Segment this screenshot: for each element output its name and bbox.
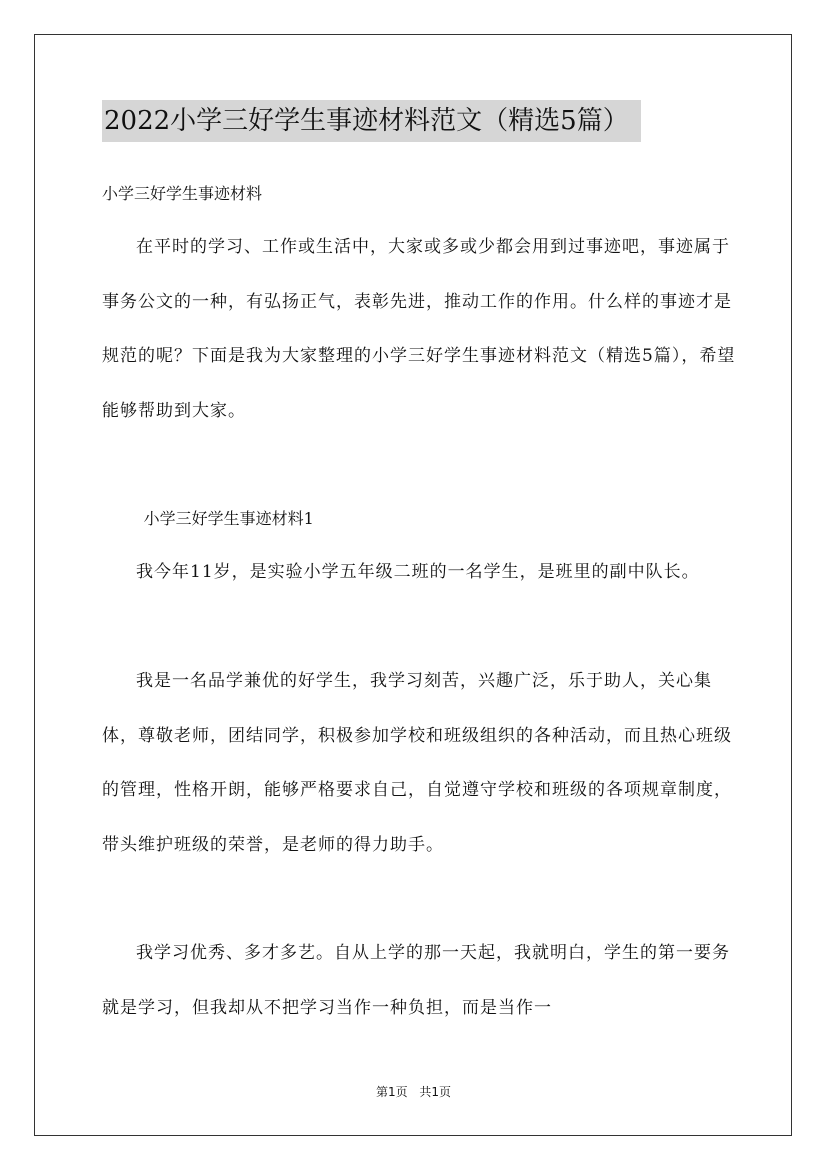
intro-paragraph: 在平时的学习、工作或生活中，大家或多或少都会用到过事迹吧，事迹属于事务公文的一种，有弘扬正气，表彰先进，推动工作的作用。什么样的事迹才是规范的呢？下面是我为大家整理的小学三好学生事迹材料范文（精选5篇），希望能够帮助到大家。 [102, 237, 736, 421]
section-heading: 小学三好学生事迹材料1 [143, 509, 314, 528]
page-number: 第1页 [375, 1085, 408, 1099]
page-count: 共1页 [419, 1085, 452, 1099]
document-subtitle: 小学三好学生事迹材料 [102, 184, 263, 203]
body-paragraph-1: 我今年11岁，是实验小学五年级二班的一名学生，是班里的副中队长。 [136, 562, 700, 582]
body-paragraph-2: 我是一名品学兼优的好学生，我学习刻苦，兴趣广泛，乐于助人，关心集体，尊敬老师，团结同学，积极参加学校和班级组织的各种活动，而且热心班级的管理，性格开朗，能够严格要求自己，自觉遵守学校和班级的各项规章制度，带头维护班级的荣誉，是老师的得力助手。 [102, 671, 732, 855]
document-title: 2022小学三好学生事迹材料范文（精选5篇） [102, 100, 641, 142]
body-paragraph-3: 我学习优秀、多才多艺。自从上学的那一天起，我就明白，学生的第一要务就是学习，但我却从不把学习当作一种负担，而是当作一 [102, 943, 730, 1018]
page-footer [0, 1083, 827, 1100]
